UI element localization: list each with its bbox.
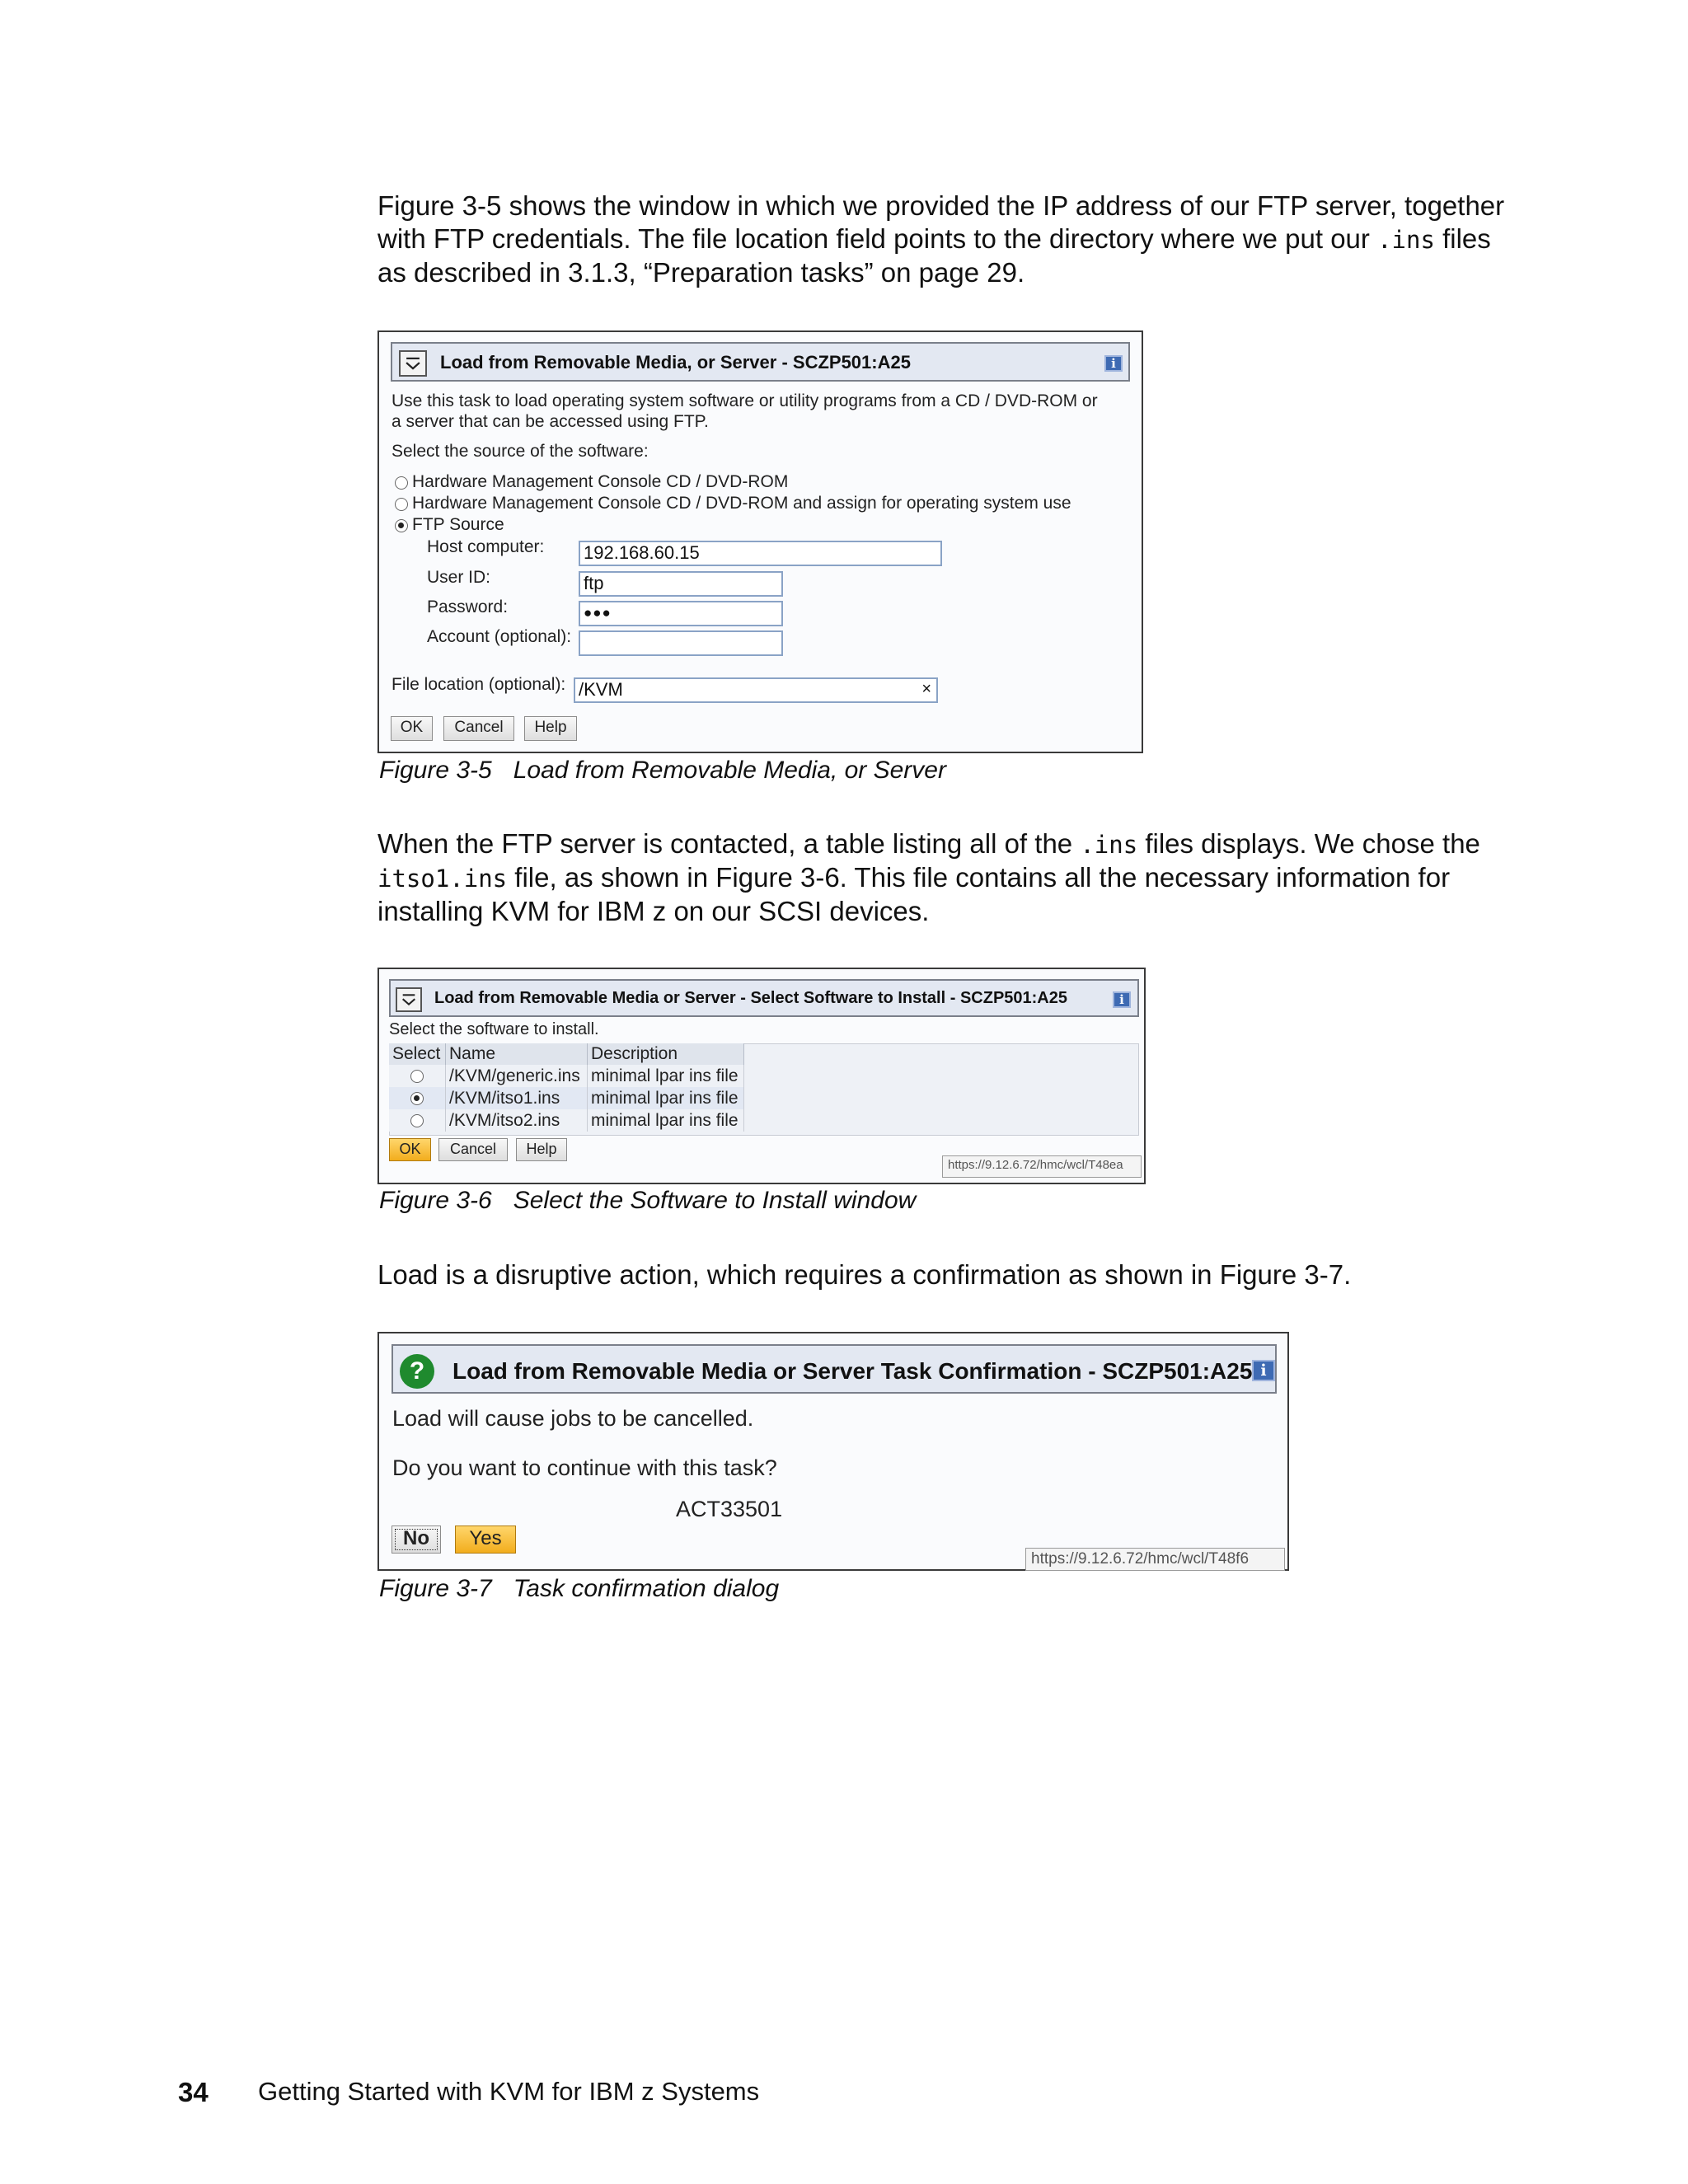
ok-button[interactable]: OK (391, 716, 433, 741)
table-header (389, 1043, 744, 1065)
dialog-title-bar (389, 979, 1139, 1017)
option-ftp-source: FTP Source (412, 515, 504, 534)
figure-select-software (377, 968, 1146, 1184)
header-description: Description (588, 1043, 744, 1065)
help-button[interactable]: Help (516, 1138, 567, 1161)
clear-icon[interactable]: × (921, 680, 931, 698)
table-row[interactable] (389, 1109, 744, 1132)
intro-line-1: Figure 3-5 shows the window in which we provided the IP address of our FTP server, together (377, 190, 1505, 221)
yes-button[interactable]: Yes (455, 1526, 516, 1554)
user-label: User ID: (427, 568, 491, 587)
page-number: 34 (178, 2077, 209, 2107)
figure-3-6-caption (379, 1187, 916, 1215)
status-url: https://9.12.6.72/hmc/wcl/T48f6 (1025, 1548, 1285, 1571)
info-icon[interactable]: i (1104, 355, 1123, 372)
info-icon[interactable]: i (1252, 1360, 1275, 1381)
middle-paragraph (377, 827, 1515, 928)
cancel-button[interactable]: Cancel (438, 1138, 508, 1161)
question-icon: ? (400, 1354, 434, 1389)
select-cell (389, 1087, 446, 1109)
mid-line-1c: files displays. We chose the (1137, 828, 1480, 859)
file-location-label: File location (optional): (392, 675, 566, 694)
ins-code: .ins (1080, 831, 1138, 859)
host-computer-field[interactable]: 192.168.60.15 (579, 541, 942, 566)
load-paragraph: Load is a disruptive action, which requires a confirmation as shown in Figure 3-7. (377, 1259, 1352, 1290)
radio-hmc-cd[interactable] (395, 476, 408, 490)
option-hmc-cd: Hardware Management Console CD / DVD-ROM (412, 472, 789, 491)
intro-line-2a: with FTP credentials. The file location field points to the directory where we put our (377, 223, 1378, 254)
cancel-button[interactable]: Cancel (443, 716, 514, 741)
caption-text: Select the Software to Install window (513, 1187, 917, 1214)
dialog-description-2: a server that can be accessed using FTP. (392, 412, 709, 431)
row-name: /KVM/itso1.ins (446, 1087, 588, 1109)
password-label: Password: (427, 598, 509, 616)
row-radio[interactable] (410, 1092, 424, 1105)
message-code: ACT33501 (676, 1497, 783, 1521)
file-location-value: /KVM (579, 679, 623, 700)
table-row[interactable] (389, 1087, 744, 1109)
row-radio[interactable] (410, 1114, 424, 1127)
help-button[interactable]: Help (524, 716, 577, 741)
status-url: https://9.12.6.72/hmc/wcl/T48ea (942, 1155, 1142, 1178)
info-icon[interactable]: i (1113, 991, 1131, 1008)
user-id-field[interactable]: ftp (579, 571, 783, 597)
row-description: minimal lpar ins file (588, 1087, 744, 1109)
software-table (389, 1043, 744, 1132)
row-description: minimal lpar ins file (588, 1109, 744, 1132)
figure-3-5-caption (379, 757, 946, 785)
radio-hmc-cd-assign[interactable] (395, 498, 408, 511)
file-location-field[interactable] (574, 677, 938, 703)
select-cell (389, 1065, 446, 1087)
figure-3-7-caption (379, 1575, 779, 1603)
option-hmc-cd-assign: Hardware Management Console CD / DVD-ROM and assign for operating system use (412, 494, 1071, 513)
book-title: Getting Started with KVM for IBM z Systems (258, 2077, 760, 2106)
table-row[interactable] (389, 1065, 744, 1087)
dialog-title: Load from Removable Media or Server Task Confirmation - SCZP501:A25 (452, 1358, 1253, 1384)
dialog-title-bar (391, 342, 1130, 382)
caption-number: Figure 3-7 (379, 1575, 492, 1602)
account-label: Account (optional): (427, 627, 572, 646)
radio-ftp-source[interactable] (395, 519, 408, 532)
caption-number: Figure 3-5 (379, 757, 492, 784)
mid-line-3: installing KVM for IBM z on our SCSI devices. (377, 896, 930, 926)
figure-task-confirmation (377, 1332, 1289, 1571)
host-label: Host computer: (427, 537, 545, 556)
intro-line-2c: files (1434, 223, 1491, 254)
no-button[interactable]: No (392, 1526, 441, 1554)
row-description: minimal lpar ins file (588, 1065, 744, 1087)
password-field[interactable]: ●●● (579, 601, 783, 626)
figure-load-dialog (377, 330, 1143, 753)
ins-code: .ins (1377, 226, 1435, 254)
itso1-code: itso1.ins (377, 865, 508, 893)
caption-text: Task confirmation dialog (513, 1575, 780, 1602)
dialog-title: Load from Removable Media or Server - Select Software to Install - SCZP501:A25 (434, 989, 1067, 1007)
select-cell (389, 1109, 446, 1132)
row-name: /KVM/generic.ins (446, 1065, 588, 1087)
confirm-question: Do you want to continue with this task? (392, 1455, 777, 1480)
header-name: Name (446, 1043, 588, 1065)
row-name: /KVM/itso2.ins (446, 1109, 588, 1132)
intro-paragraph (377, 190, 1515, 289)
intro-line-3: as described in 3.1.3, “Preparation tasks” on page 29. (377, 257, 1025, 288)
caption-number: Figure 3-6 (379, 1187, 492, 1214)
row-radio[interactable] (410, 1070, 424, 1083)
dialog-title: Load from Removable Media, or Server - SCZP501:A25 (440, 352, 911, 373)
mid-line-2b: file, as shown in Figure 3-6. This file contains all the necessary information for (507, 862, 1451, 893)
mid-line-1a: When the FTP server is contacted, a table listing all of the (377, 828, 1081, 859)
dialog-title-bar (392, 1344, 1277, 1394)
collapse-icon[interactable] (399, 350, 427, 377)
collapse-icon[interactable] (396, 987, 422, 1012)
caption-text: Load from Removable Media, or Server (513, 757, 946, 784)
confirm-message: Load will cause jobs to be cancelled. (392, 1406, 754, 1431)
header-select: Select (389, 1043, 446, 1065)
dialog-description-1: Use this task to load operating system software or utility programs from a CD / DVD-ROM or (392, 391, 1098, 410)
table-instruction: Select the software to install. (389, 1020, 599, 1038)
source-prompt: Select the source of the software: (392, 442, 649, 461)
ok-button[interactable]: OK (389, 1138, 431, 1161)
account-field[interactable] (579, 630, 783, 656)
